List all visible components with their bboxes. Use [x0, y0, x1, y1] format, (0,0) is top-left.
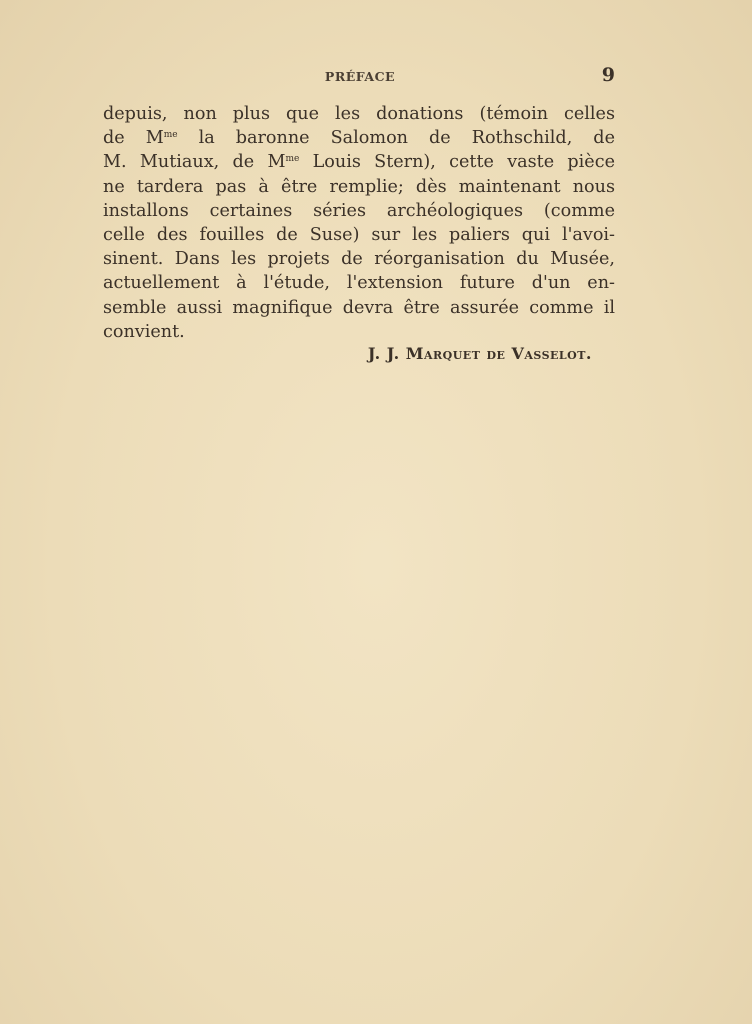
text-line: actuellement à l'étude, l'extension future d'un en-: [103, 273, 615, 294]
text-segment: de M: [103, 128, 164, 149]
superscript: me: [285, 154, 300, 165]
text-segment: la baronne Salomon de Rothschild, de: [177, 128, 615, 149]
page-header: [103, 66, 617, 88]
text-line: semble aussi magnifique devra être assurée comme il: [103, 297, 615, 318]
superscript: me: [163, 130, 178, 141]
text-line: installons certaines séries archéologiques (comme: [103, 200, 615, 221]
running-title: PRÉFACE: [324, 69, 396, 84]
text-segment: Louis Stern), cette vaste pièce: [299, 152, 615, 173]
text-line: depuis, non plus que les donations (témoin celles: [103, 104, 615, 124]
page-number: 9: [601, 64, 615, 86]
signature: J. J. Marquet de Vasselot.: [367, 344, 592, 363]
text-line: [103, 126, 615, 150]
text-line: ne tardera pas à être remplie; dès maintenant nous: [103, 176, 615, 197]
body-text: [103, 102, 615, 344]
text-line: [103, 150, 615, 174]
text-line: celle des fouilles de Suse) sur les paliers qui l'avoi-: [103, 224, 615, 245]
text-line: sinent. Dans les projets de réorganisation du Musée,: [103, 249, 615, 270]
text-segment: M. Mutiaux, de M: [103, 152, 286, 173]
text-line: convient.: [103, 321, 185, 342]
